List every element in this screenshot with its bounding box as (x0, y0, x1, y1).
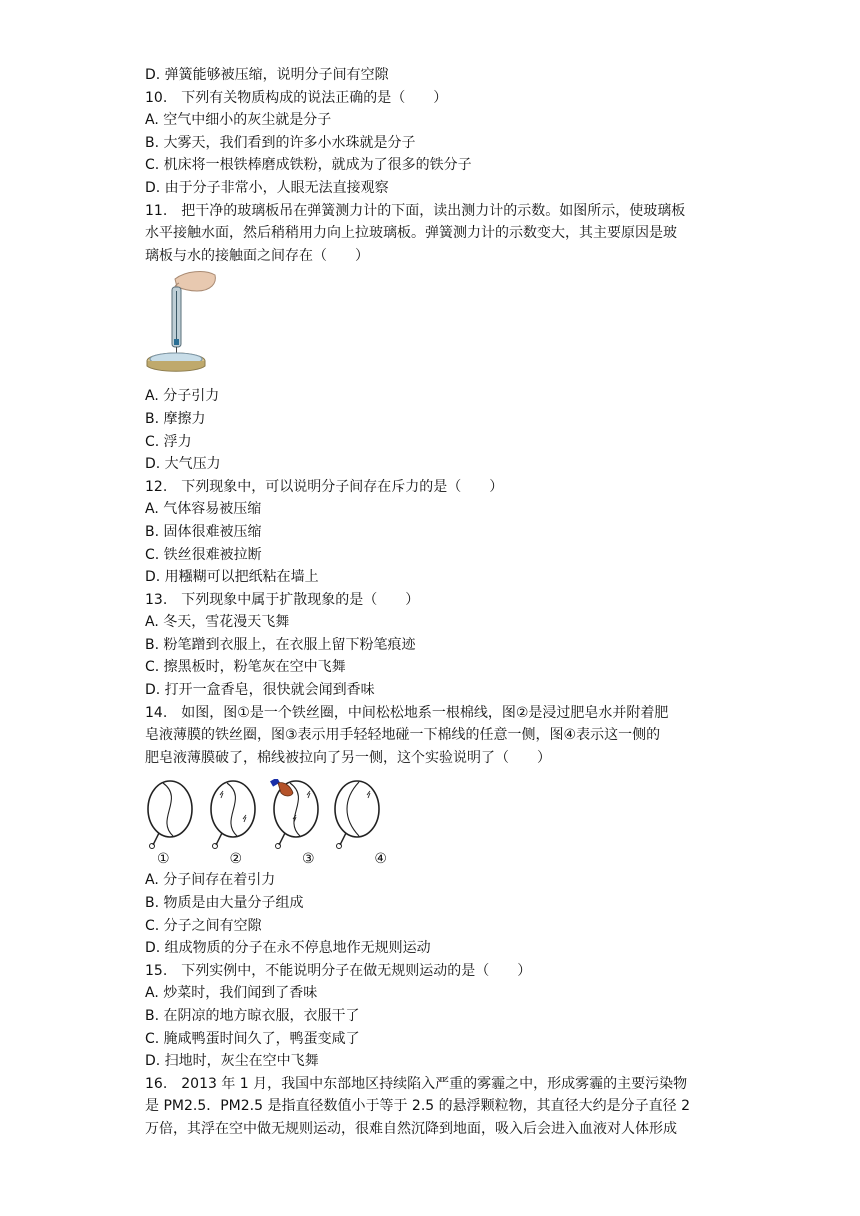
q10-option-d: D. 由于分子非常小，人眼无法直接观察 (145, 179, 389, 196)
q15-option-d: D. 扫地时，灰尘在空中飞舞 (145, 1053, 319, 1070)
spring-scale-illustration (145, 269, 220, 379)
q10-option-b: B. 大雾天，我们看到的许多小水珠就是分子 (145, 134, 416, 151)
wire-ring-2 (211, 781, 255, 849)
q12-option-d: D. 用糨糊可以把纸粘在墙上 (145, 569, 319, 586)
q11-stem-line-3: 璃板与水的接触面之间存在（ ） (145, 247, 369, 264)
q14-option-b: B. 物质是由大量分子组成 (145, 895, 304, 912)
wire-ring-4 (335, 781, 379, 849)
q14-figure-soap-film-rings (145, 779, 720, 867)
q10-option-c: C. 机床将一根铁棒磨成铁粉，就成为了很多的铁分子 (145, 157, 472, 174)
figure-label-2: ② (229, 851, 243, 868)
q14-figure-labels (145, 851, 387, 867)
q15-option-a: A. 炒菜时，我们闻到了香味 (145, 985, 318, 1002)
q9-option-d: D. 弹簧能够被压缩，说明分子间有空隙 (145, 67, 389, 83)
q13-option-a: A. 冬天，雪花漫天飞舞 (145, 614, 290, 631)
q14-stem-line-3: 肥皂液薄膜破了，棉线被拉向了另一侧，这个实验说明了（ ） (145, 749, 551, 766)
q11-figure-spring-scale-glass-plate (145, 269, 720, 383)
wire-ring-1 (148, 781, 192, 849)
q11-stem-line-2: 水平接触水面，然后稍稍用力向上拉玻璃板。弹簧测力计的示数变大，其主要原因是玻 (145, 225, 677, 242)
document-page (145, 64, 720, 1141)
q15-stem: 15. 下列实例中，不能说明分子在做无规则运动的是（ ） (145, 962, 532, 979)
q12-option-c: C. 铁丝很难被拉断 (145, 546, 262, 563)
q14-option-a: A. 分子间存在着引力 (145, 872, 276, 889)
q15-option-b: B. 在阴凉的地方晾衣服，衣服干了 (145, 1008, 360, 1024)
q10-option-a: A. 空气中细小的灰尘就是分子 (145, 112, 332, 129)
q13-option-c: C. 擦黑板时，粉笔灰在空中飞舞 (145, 659, 346, 676)
q13-option-d: D. 打开一盒香皂，很快就会闻到香味 (145, 682, 375, 699)
soap-film-rings-illustration (145, 779, 385, 849)
q14-stem-line-2: 皂液薄膜的铁丝圈，图③表示用手轻轻地碰一下棉线的任意一侧，图④表示这一侧的 (145, 727, 661, 744)
figure-label-4: ④ (374, 851, 387, 868)
figure-label-1: ① (157, 851, 170, 868)
q16-stem-line-1: 16. 2013 年 1 月，我国中东部地区持续陷入严重的雾霾之中，形成雾霾的主要污染物 (145, 1075, 688, 1092)
wire-ring-3 (270, 779, 318, 849)
q11-option-c: C. 浮力 (145, 433, 192, 450)
figure-label-3: ③ (301, 851, 315, 868)
q16-stem-line-3: 万倍，其浮在空中做无规则运动，很难自然沉降到地面，吸入后会进入血液对人体形成 (145, 1120, 677, 1137)
q11-stem-line-1: 11. 把干净的玻璃板吊在弹簧测力计的下面，读出测力计的示数。如图所示，使玻璃板 (145, 202, 686, 219)
q14-stem-line-1: 14. 如图，图①是一个铁丝圈，中间松松地系一根棉线，图②是浸过肥皂水并附着肥 (145, 704, 669, 721)
q12-option-b: B. 固体很难被压缩 (145, 523, 262, 540)
q14-option-d: D. 组成物质的分子在永不停息地作无规则运动 (145, 940, 431, 957)
q13-option-b: B. 粉笔蹭到衣服上，在衣服上留下粉笔痕迹 (145, 636, 416, 653)
q12-stem: 12. 下列现象中，可以说明分子间存在斥力的是（ ） (145, 478, 504, 495)
q16-stem-line-2: 是 PM2.5．PM2.5 是指直径数值小于等于 2.5 的悬浮颗粒物，其直径大约是分子直径 2 (145, 1098, 690, 1115)
q12-option-a: A. 气体容易被压缩 (145, 501, 262, 518)
q13-stem: 13. 下列现象中属于扩散现象的是（ ） (145, 591, 420, 608)
q11-option-b: B. 摩擦力 (145, 410, 206, 427)
q11-option-d: D. 大气压力 (145, 456, 221, 473)
q11-option-a: A. 分子引力 (145, 388, 220, 405)
q15-option-c: C. 腌咸鸭蛋时间久了，鸭蛋变咸了 (145, 1030, 360, 1047)
q14-option-c: C. 分子之间有空隙 (145, 917, 262, 934)
q10-stem: 10. 下列有关物质构成的说法正确的是（ ） (145, 89, 448, 106)
